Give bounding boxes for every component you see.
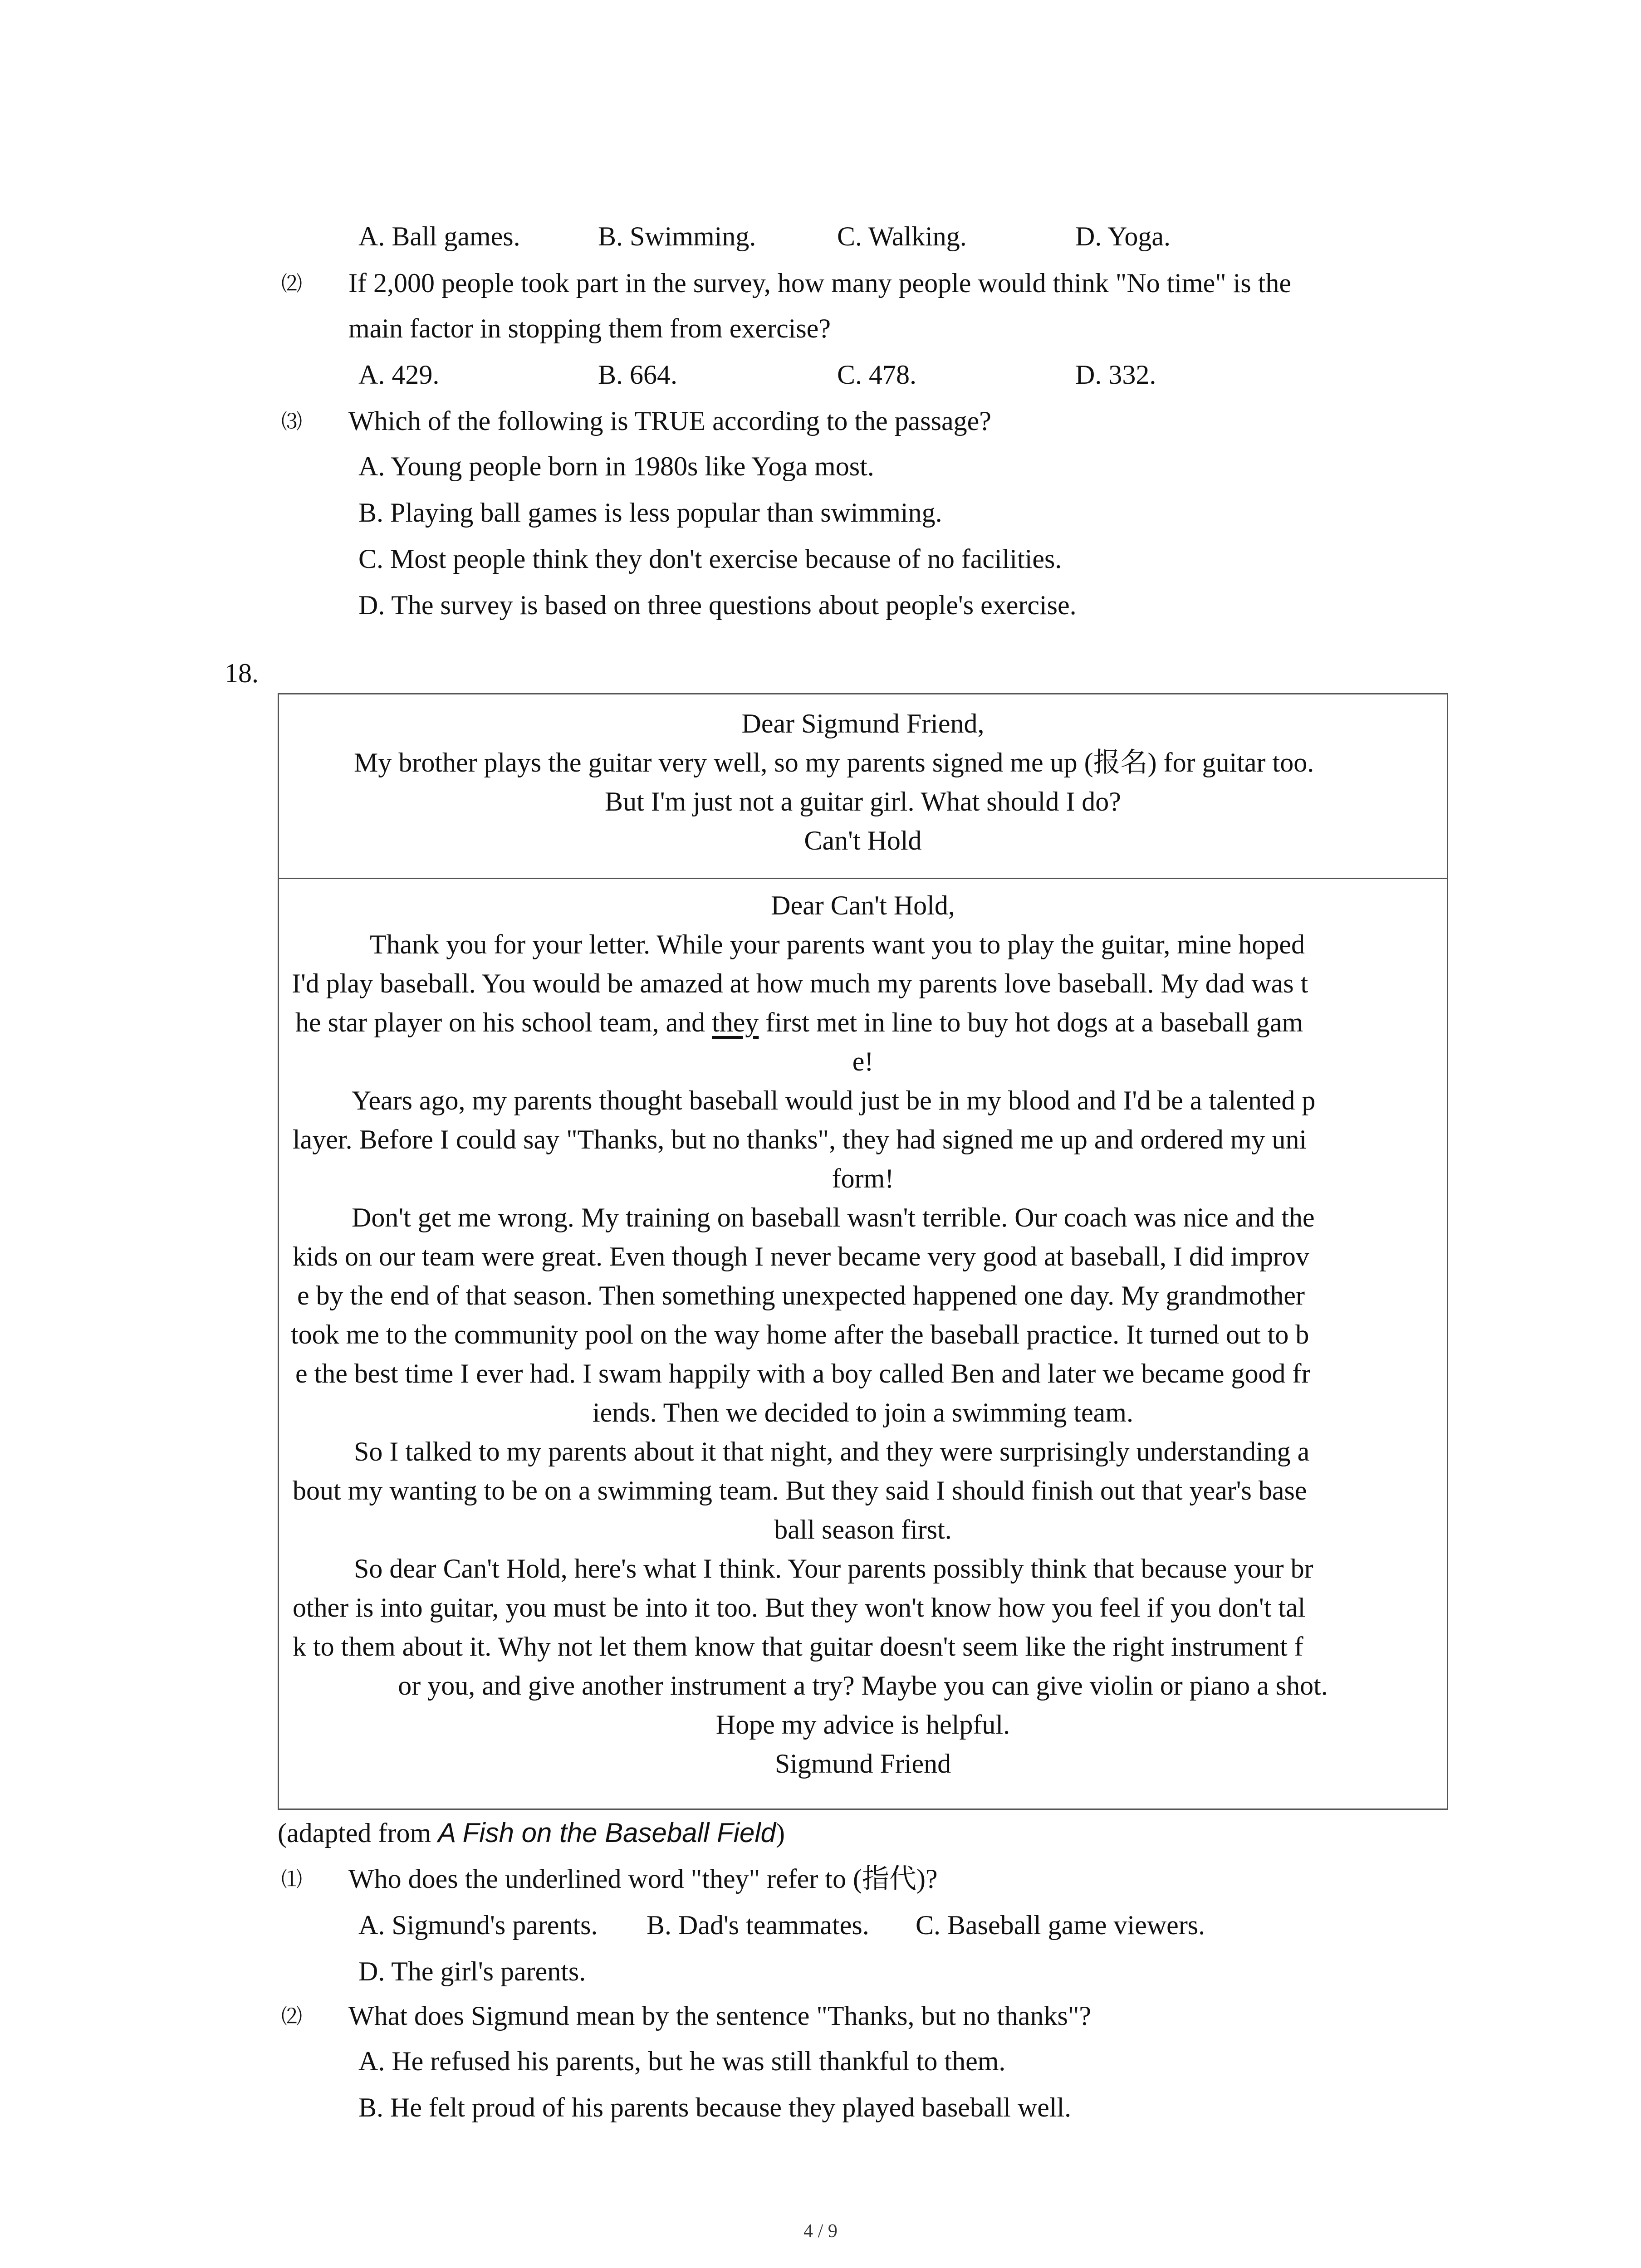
q17-3-option-b: B. Playing ball games is less popular than swimming. — [358, 498, 942, 528]
letter2-p1-line3 — [295, 1006, 1303, 1039]
letter-from-sigmund-friend — [278, 878, 1448, 1810]
letter1-signature: Can't Hold — [804, 826, 922, 855]
letter2-p1-line2: I'd play baseball. You would be amazed at how much my parents love baseball. My dad was t — [292, 968, 1308, 998]
letter2-p1-line3-end: first met in line to buy hot dogs at a baseball gam — [759, 1007, 1303, 1037]
q17-3-option-c: C. Most people think they don't exercise because of no facilities. — [358, 544, 1062, 574]
q18-2-option-a: A. He refused his parents, but he was still thankful to them. — [358, 2046, 1006, 2076]
letter2-p2-line3: form! — [832, 1163, 894, 1193]
q18-1-option-b: B. Dad's teammates. — [647, 1910, 869, 1940]
q18-2-number: ⑵ — [281, 2005, 302, 2028]
q18-2-question: What does Sigmund mean by the sentence "Thanks, but no thanks"? — [348, 2001, 1091, 2031]
letter2-p5-line1: So dear Can't Hold, here's what I think. Your parents possibly think that because your br — [354, 1554, 1313, 1584]
q18-1-question: Who does the underlined word "they" refer to (指代)? — [348, 1864, 938, 1894]
q17-3-option-d: D. The survey is based on three questions about people's exercise. — [358, 590, 1077, 620]
source-prefix: (adapted from — [278, 1818, 438, 1848]
q18-1-number: ⑴ — [281, 1868, 302, 1891]
q17-2-question-line2: main factor in stopping them from exercise? — [348, 313, 831, 343]
q17-2-number: ⑵ — [281, 272, 302, 295]
q17-3-number: ⑶ — [281, 410, 302, 433]
letter2-p5-line4: or you, and give another instrument a try? Maybe you can give violin or piano a shot. — [398, 1671, 1328, 1701]
letter2-p5-line2: other is into guitar, you must be into it too. But they won't know how you feel if you don't tal — [293, 1593, 1306, 1623]
letter2-signature: Sigmund Friend — [774, 1749, 951, 1779]
letter2-p1-line3-start: he star player on his school team, and — [295, 1007, 712, 1037]
q17-2-option-a: A. 429. — [358, 360, 440, 390]
letter2-p3-line3: e by the end of that season. Then something unexpected happened one day. My grandmother — [297, 1281, 1305, 1310]
letter1-line2: But I'm just not a guitar girl. What should I do? — [605, 787, 1121, 816]
q17-1-option-c: C. Walking. — [837, 221, 967, 251]
letter2-salutation: Dear Can't Hold, — [771, 890, 955, 920]
letter1-line1: My brother plays the guitar very well, so my parents signed me up (报名) for guitar too. — [354, 748, 1314, 777]
q18-1-option-c: C. Baseball game viewers. — [916, 1910, 1205, 1940]
q17-2-option-d: D. 332. — [1075, 360, 1156, 390]
letter2-p3-line6: iends. Then we decided to join a swimming team. — [593, 1398, 1133, 1427]
q17-2-option-b: B. 664. — [598, 360, 678, 390]
letter-from-cant-hold — [278, 693, 1448, 879]
q17-1-option-a: A. Ball games. — [358, 221, 520, 251]
letter2-p3-line1: Don't get me wrong. My training on baseball wasn't terrible. Our coach was nice and the — [352, 1202, 1315, 1232]
source-citation — [278, 1817, 785, 1849]
letter2-p2-line1: Years ago, my parents thought baseball would just be in my blood and I'd be a talented p — [352, 1085, 1316, 1115]
q18-2-option-b: B. He felt proud of his parents because they played baseball well. — [358, 2092, 1072, 2122]
letter1-salutation: Dear Sigmund Friend, — [741, 709, 985, 738]
q18-number: 18. — [225, 658, 259, 688]
letter2-p1-line4: e! — [852, 1046, 874, 1076]
letter2-p4-line2: bout my wanting to be on a swimming team. But they said I should finish out that year's base — [293, 1476, 1307, 1505]
q17-3-question: Which of the following is TRUE according to the passage? — [348, 406, 991, 436]
q18-1-option-d: D. The girl's parents. — [358, 1956, 586, 1986]
source-suffix: ) — [776, 1818, 785, 1848]
letter2-p4-line3: ball season first. — [774, 1515, 952, 1545]
page-number: 4 / 9 — [803, 2221, 838, 2242]
underlined-word-they: they — [712, 1007, 759, 1037]
q17-2-question-line1: If 2,000 people took part in the survey, how many people would think "No time" is the — [348, 268, 1292, 298]
letter2-p2-line2: layer. Before I could say "Thanks, but no thanks", they had signed me up and ordered my uni — [293, 1124, 1307, 1154]
letter2-p1-line1: Thank you for your letter. While your parents want you to play the guitar, mine hoped — [370, 929, 1305, 959]
letter2-p4-line1: So I talked to my parents about it that night, and they were surprisingly understanding a — [354, 1437, 1310, 1466]
letter2-closing: Hope my advice is helpful. — [715, 1710, 1010, 1740]
letter2-p5-line3: k to them about it. Why not let them know that guitar doesn't seem like the right instrument f — [293, 1632, 1303, 1662]
letter2-p3-line5: e the best time I ever had. I swam happily with a boy called Ben and later we became good fr — [295, 1359, 1311, 1388]
q17-1-option-d: D. Yoga. — [1075, 221, 1171, 251]
source-title: A Fish on the Baseball Field — [438, 1818, 776, 1848]
q17-1-option-b: B. Swimming. — [598, 221, 756, 251]
letter2-p3-line2: kids on our team were great. Even though I never became very good at baseball, I did improv — [293, 1242, 1309, 1271]
q17-3-option-a: A. Young people born in 1980s like Yoga most. — [358, 451, 874, 481]
q18-1-option-a: A. Sigmund's parents. — [358, 1910, 598, 1940]
letter2-p3-line4: took me to the community pool on the way home after the baseball practice. It turned out to b — [291, 1320, 1309, 1349]
q17-2-option-c: C. 478. — [837, 360, 917, 390]
